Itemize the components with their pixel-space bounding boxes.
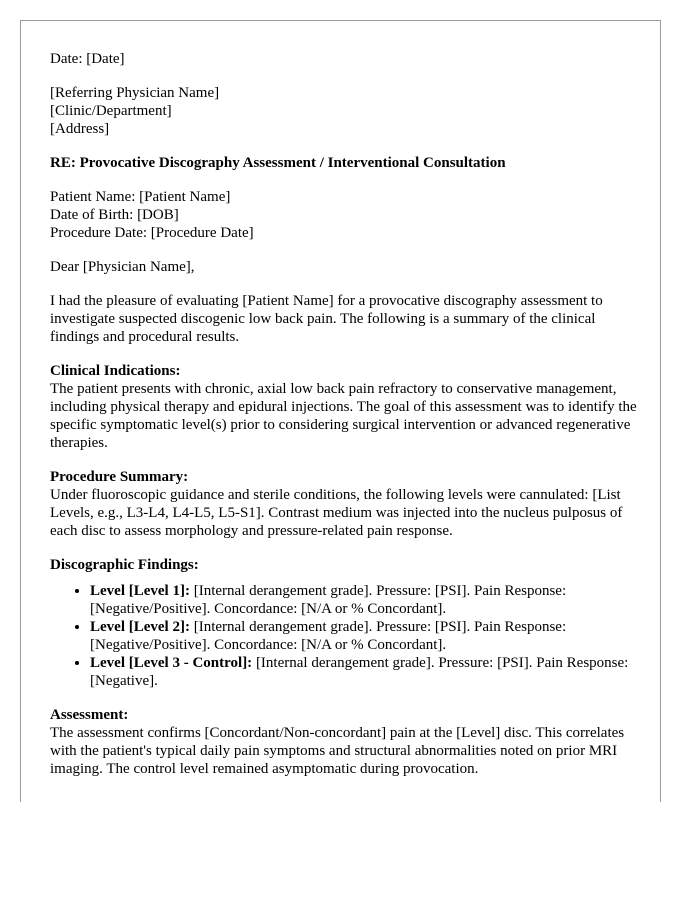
recipient-clinic: [Clinic/Department] — [50, 103, 172, 119]
clinical-indications-section — [50, 362, 640, 452]
intro-paragraph — [50, 292, 640, 346]
list-item — [90, 582, 640, 618]
list-item — [90, 618, 640, 654]
procedure-summary-text: Under fluoroscopic guidance and sterile conditions, the following levels were cannulated: [List Levels, e.g., L3-L4, L4-L5, L5-S1]. Contrast medium was injected into the nucleus pulposus of each disc to assess morphology and pressure-related pain response. — [50, 487, 623, 539]
clinical-indications-heading: Clinical Indications: — [50, 363, 181, 379]
recipient-name: [Referring Physician Name] — [50, 85, 220, 101]
recipient-address: [Address] — [50, 121, 110, 137]
finding-level-label: Level [Level 2]: — [90, 619, 190, 635]
finding-level-label: Level [Level 3 - Control]: — [90, 655, 253, 671]
assessment-text: The assessment confirms [Concordant/Non-concordant] pain at the [Level] disc. This correlates with the patient's typical daily pain symptoms and structural abnormalities noted on prior MRI imaging. The control level remained asymptomatic during provocation. — [50, 725, 625, 777]
procedure-date: Procedure Date: [Procedure Date] — [50, 225, 254, 241]
date-line: Date: [Date] — [50, 51, 125, 67]
patient-name: Patient Name: [Patient Name] — [50, 189, 231, 205]
patient-info-block — [50, 188, 640, 242]
letter-content — [50, 50, 640, 794]
procedure-summary-section — [50, 468, 640, 540]
discographic-findings-heading: Discographic Findings: — [50, 557, 199, 573]
letter-page — [20, 20, 661, 802]
finding-level-text: [Internal derangement grade]. Pressure: [PSI]. Pain Response: [Negative]. — [90, 655, 629, 689]
findings-list — [50, 582, 640, 690]
finding-level-text: [Internal derangement grade]. Pressure: [PSI]. Pain Response: [Negative/Positive]. Concordance: [N/A or % Concordant]. — [90, 619, 567, 653]
intro-text: I had the pleasure of evaluating [Patient Name] for a provocative discography assessment to investigate suspected discogenic low back pain. The following is a summary of the clinical findings and procedural results. — [50, 293, 603, 345]
assessment-heading: Assessment: — [50, 707, 129, 723]
finding-level-label: Level [Level 1]: — [90, 583, 190, 599]
finding-level-text: [Internal derangement grade]. Pressure: [PSI]. Pain Response: [Negative/Positive]. Concordance: [N/A or % Concordant]. — [90, 583, 567, 617]
discographic-findings-section — [50, 556, 640, 574]
assessment-section — [50, 706, 640, 778]
recipient-address-block — [50, 84, 640, 138]
list-item — [90, 654, 640, 690]
procedure-summary-heading: Procedure Summary: — [50, 469, 189, 485]
patient-dob: Date of Birth: [DOB] — [50, 207, 179, 223]
clinical-indications-text: The patient presents with chronic, axial low back pain refractory to conservative management, including physical therapy and epidural injections. The goal of this assessment was to identify the specific symptomatic level(s) prior to considering surgical intervention or advanced regenerative therapies. — [50, 381, 637, 451]
subject-line: RE: Provocative Discography Assessment / Interventional Consultation — [50, 155, 506, 171]
salutation: Dear [Physician Name], — [50, 259, 195, 275]
